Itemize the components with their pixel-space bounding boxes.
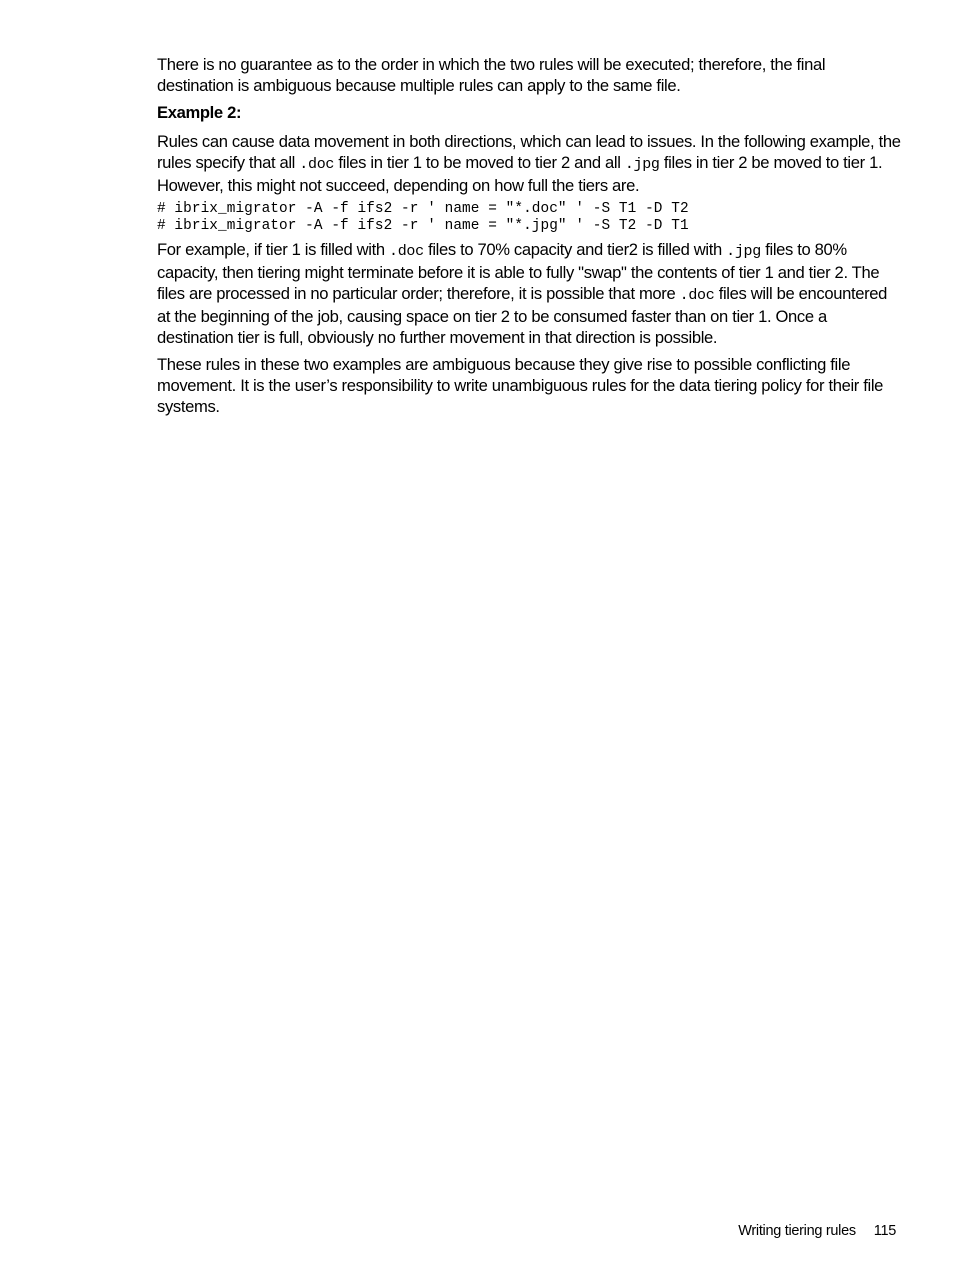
paragraph-text: files in tier 1 to be moved to tier 2 and all xyxy=(334,153,625,172)
inline-code-jpg: .jpg xyxy=(726,243,761,260)
code-block xyxy=(157,201,902,234)
paragraph-conclusion: These rules in these two examples are ambiguous because they give rise to possible conflicting file movement. It is the user’s responsibility to write unambiguous rules for the data tiering policy for their file systems. xyxy=(157,355,884,416)
code-line: # ibrix_migrator -A -f ifs2 -r ' name = "*.jpg" ' -S T2 -D T1 xyxy=(157,217,689,234)
code-line: # ibrix_migrator -A -f ifs2 -r ' name = "*.doc" ' -S T1 -D T2 xyxy=(157,201,689,217)
paragraph-text: files to 80% capacity, then tiering might terminate before it is able to fully "swap" the contents of tier 1 and tier 2. The files are processed in no particular order; therefore, it is possible that more xyxy=(157,240,880,303)
paragraph-data-movement xyxy=(157,131,902,196)
page-number: 115 xyxy=(873,1223,896,1239)
paragraph-text: Rules can cause data movement in both directions, which can lead to issues. In the following example, the rules specify that all xyxy=(157,132,901,172)
paragraph-text: files will be encountered at the beginning of the job, causing space on tier 2 to be consumed faster than on tier 1. Once a destination tier is full, obviously no further movement in that direction is possible. xyxy=(157,284,888,347)
paragraph-order-ambiguity: There is no guarantee as to the order in which the two rules will be executed; therefore, the final destination is ambiguous because multiple rules can apply to the same file. xyxy=(157,55,826,95)
inline-code-doc: .doc xyxy=(299,156,335,173)
paragraph-text: For example, if tier 1 is filled with xyxy=(157,240,390,259)
footer-section-title: Writing tiering rules xyxy=(738,1223,856,1239)
example-heading: Example 2: xyxy=(157,103,242,122)
paragraph-text: files to 70% capacity and tier2 is filled with xyxy=(423,240,727,259)
inline-code-jpg: .jpg xyxy=(624,156,660,173)
page-footer xyxy=(738,1221,896,1241)
paragraph-text: files in tier 2 be moved to tier 1. However, this might not succeed, depending on how full the tiers are. xyxy=(157,153,883,195)
page-content xyxy=(157,54,902,417)
paragraph-capacity-example xyxy=(157,239,902,348)
inline-code-doc: .doc xyxy=(389,243,424,260)
inline-code-doc: .doc xyxy=(679,287,715,304)
